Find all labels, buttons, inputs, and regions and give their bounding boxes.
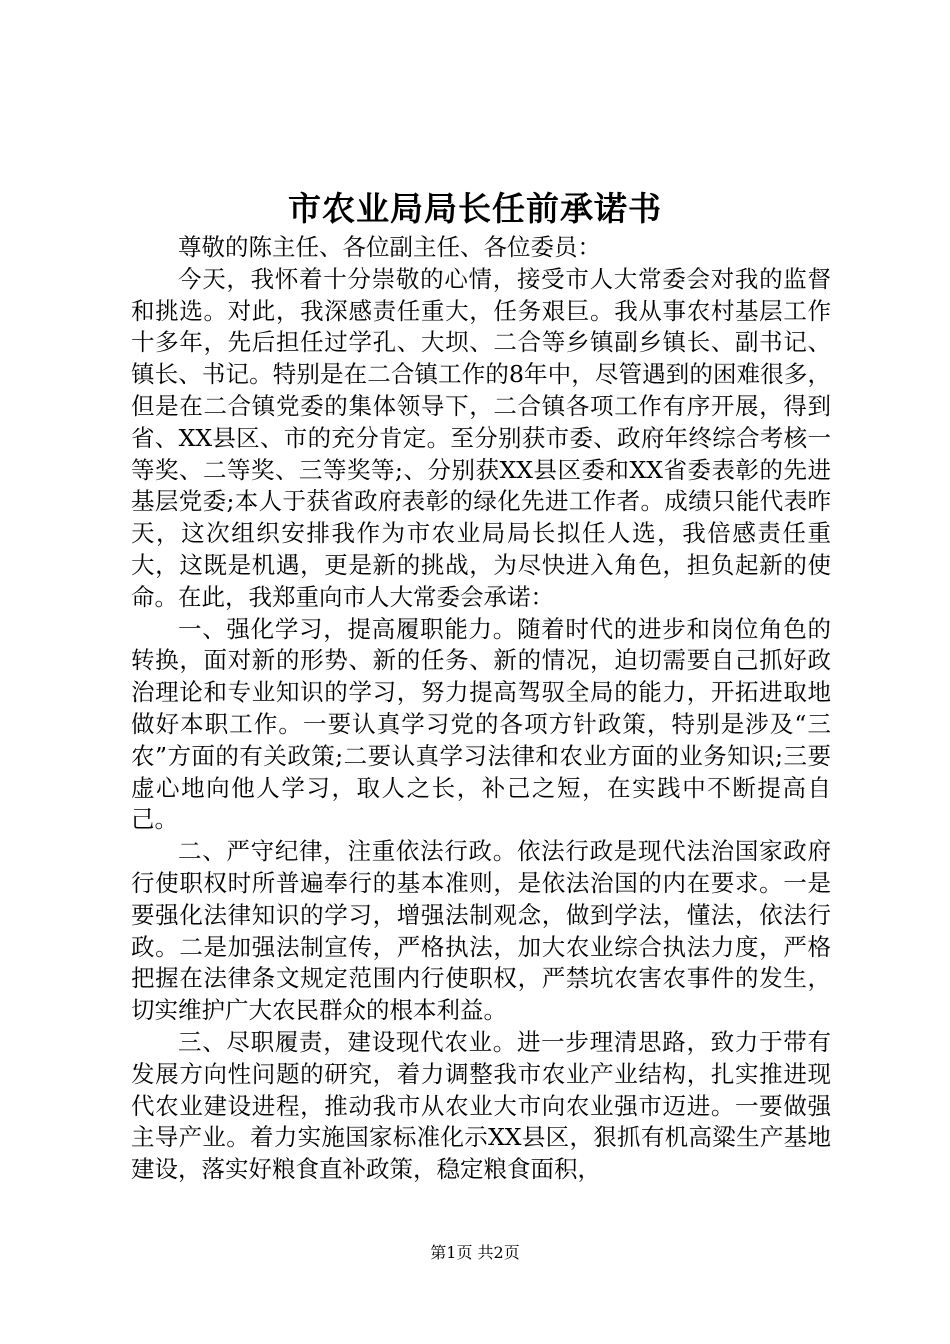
paragraph-discipline: 二、严守纪律，注重依法行政。依法行政是现代法治国家政府行使职权时所普遍奉行的基本准则，是依法治国的内在要求。一是要强化法律知识的学习，增强法制观念，做到学法，懂法，依法行政。二是加强法制宣传，严格执法，加大农业综合执法力度，严格把握在法律条文规定范围内行使职权，严禁坑农害农事件的发生，切实维护广大农民群众的根本利益。 [131, 837, 831, 1025]
document-body [131, 232, 831, 1186]
page-number: 第1页 共2页 [430, 1243, 520, 1262]
paragraph-duty: 三、尽职履责，建设现代农业。进一步理清思路，致力于带有发展方向性问题的研究，着力调整我市农业产业结构，扎实推进现代农业建设进程，推动我市从农业大市向农业强市迈进。一要做强主导产业。着力实施国家标准化示XX县区，狠抓有机高粱生产基地建设，落实好粮食直补政策，稳定粮食面积， [131, 1027, 831, 1184]
salutation: 尊敬的陈主任、各位副主任、各位委员： [178, 233, 601, 261]
paragraph-intro: 今天，我怀着十分崇敬的心情，接受市人大常委会对我的监督和挑选。对此，我深感责任重大，任务艰巨。我从事农村基层工作十多年，先后担任过学孔、大坝、二合等乡镇副乡镇长、副书记、镇长、书记。特别是在二合镇工作的8年中，尽管遇到的困难很多，但是在二合镇党委的集体领导下，二合镇各项工作有序开展，得到省、XX县区、市的充分肯定。至分别获市委、政府年终综合考核一等奖、二等奖、三等奖等;、分别获XX县区委和XX省委表彰的先进基层党委;本人于获省政府表彰的绿化先进工作者。成绩只能代表昨天，这次组织安排我作为市农业局局长拟任人选，我倍感责任重大，这既是机遇，更是新的挑战，为尽快进入角色，担负起新的使命。在此，我郑重向市人大常委会承诺： [131, 264, 831, 611]
document-title: 市农业局局长任前承诺书 [288, 189, 662, 228]
paragraph-study: 一、强化学习，提高履职能力。随着时代的进步和岗位角色的转换，面对新的形势、新的任务、新的情况，迫切需要自己抓好政治理论和专业知识的学习，努力提高驾驭全局的能力，开拓进取地做好本职工作。一要认真学习党的各项方针政策，特别是涉及“三农”方面的有关政策;二要认真学习法律和农业方面的业务知识;三要虚心地向他人学习，取人之长，补己之短，在实践中不断提高自己。 [131, 614, 831, 834]
